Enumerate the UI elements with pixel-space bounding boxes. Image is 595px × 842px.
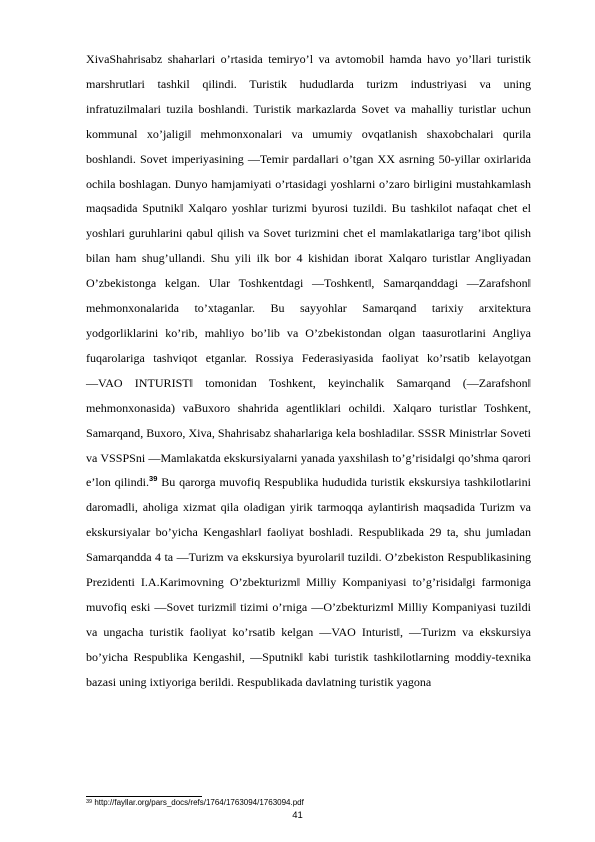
page-body [86, 47, 531, 695]
body-paragraph [86, 47, 531, 695]
footnote-marker: 39 [86, 799, 93, 805]
footnote [86, 798, 304, 808]
paragraph-text-part1: XivaShahrisabz shaharlari o’rtasida temiryo’l va avtomobil hamda havo yo’llari turistik marshrutlari tashkil qilindi. Turistik hududlarda turizm industriyasi va uning infratuzilmalari tuzila boshlandi. Turistik markazlarda Sovet va mahalliy turistlar uchun kommunal xo’jaligi‖ mehmonxonalari va umumiy ovqatlanish shaxobchalari qurila boshlandi. Sovet imperiyasining ―Temir parda‖lari o’tgan XX asrning 50-yillar oxirlarida ochila boshlagan. Dunyo hamjamiyati o’rtasidagi yoshlarni o’zaro birligini mustahkamlash maqsadida Sputnik‖ Xalqaro yoshlar turizmi byurosi tuzildi. Bu tashkilot nafaqat chet el yoshlari guruhlarini qabul qilish va Sovet turizmini chet el mamlakatlariga targ’ibot qilish bilan ham shug’ullandi. Shu yili ilk bor 4 kishidan iborat Xalqaro turistlar Angliyadan O’zbekistonga kelgan. Ular Toshkentdagi ―Toshkent‖, Samarqanddagi ―Zarafshon‖ mehmonxonalarida to’xtaganlar. Bu sayyohlar Samarqand tarixiy arxitektura yodgorliklarini ko’rib, mahliyo bo’lib va O’zbekistondan olgan taasurotlarini Angliya fuqarolariga tashviqot etganlar. Rossiya Federasiyasida faoliyat ko’rsatib kelayotgan ―VAO INTURIST‖ tomonidan Toshkent, keyinchalik Samarqand (―Zarafshon‖ mehmonxonasida) vaBuxoro shahrida agentliklari ochildi. Xalqaro turistlar Toshkent, Samarqand, Buxoro, Xiva, Shahrisabz shaharlariga kela boshladilar. SSSR Ministrlar Soveti va VSSPSni ―Mamlakatda ekskursiyalarni yanada yaxshilash to’g’risida‖gi qo’shma qarori e’lon qilindi. [86, 52, 531, 490]
footnote-reference[interactable]: 39 [149, 474, 158, 484]
footnote-divider [86, 796, 202, 797]
page-number: 41 [292, 810, 303, 821]
footnote-url[interactable]: http://fayllar.org/pars_docs/refs/1764/1763094/1763094.pdf [92, 798, 304, 807]
paragraph-text-part2: Bu qarorga muvofiq Respublika hududida turistik ekskursiya tashkilotlarini daromadli, aholiga xizmat qila oladigan yirik tarmoqqa aylantirish maqsadida Turizm va ekskursiyalar bo’yicha Kengashlar‖ faoliyat boshladi. Respublikada 29 ta, shu jumladan Samarqandda 4 ta ―Turizm va ekskursiya byurolari‖ tuzildi. O’zbekiston Respublikasining Prezidenti I.A.Karimovning O’zbekturizm‖ Milliy Kompaniyasi to’g’risida‖gi farmoniga muvofiq eski ―Sovet turizmi‖ tizimi o’rniga ―O’zbekturizm‖ Milliy Kompaniyasi tuzildi va ungacha turistik faoliyat ko’rsatib kelgan ―VAO Inturist‖, ―Turizm va ekskursiya bo’yicha Respublika Kengashi‖, ―Sputnik‖ kabi turistik tashkilotlarning moddiy-texnika bazasi uning ixtiyoriga berildi. Respublikada davlatning turistik yagona [86, 475, 531, 689]
